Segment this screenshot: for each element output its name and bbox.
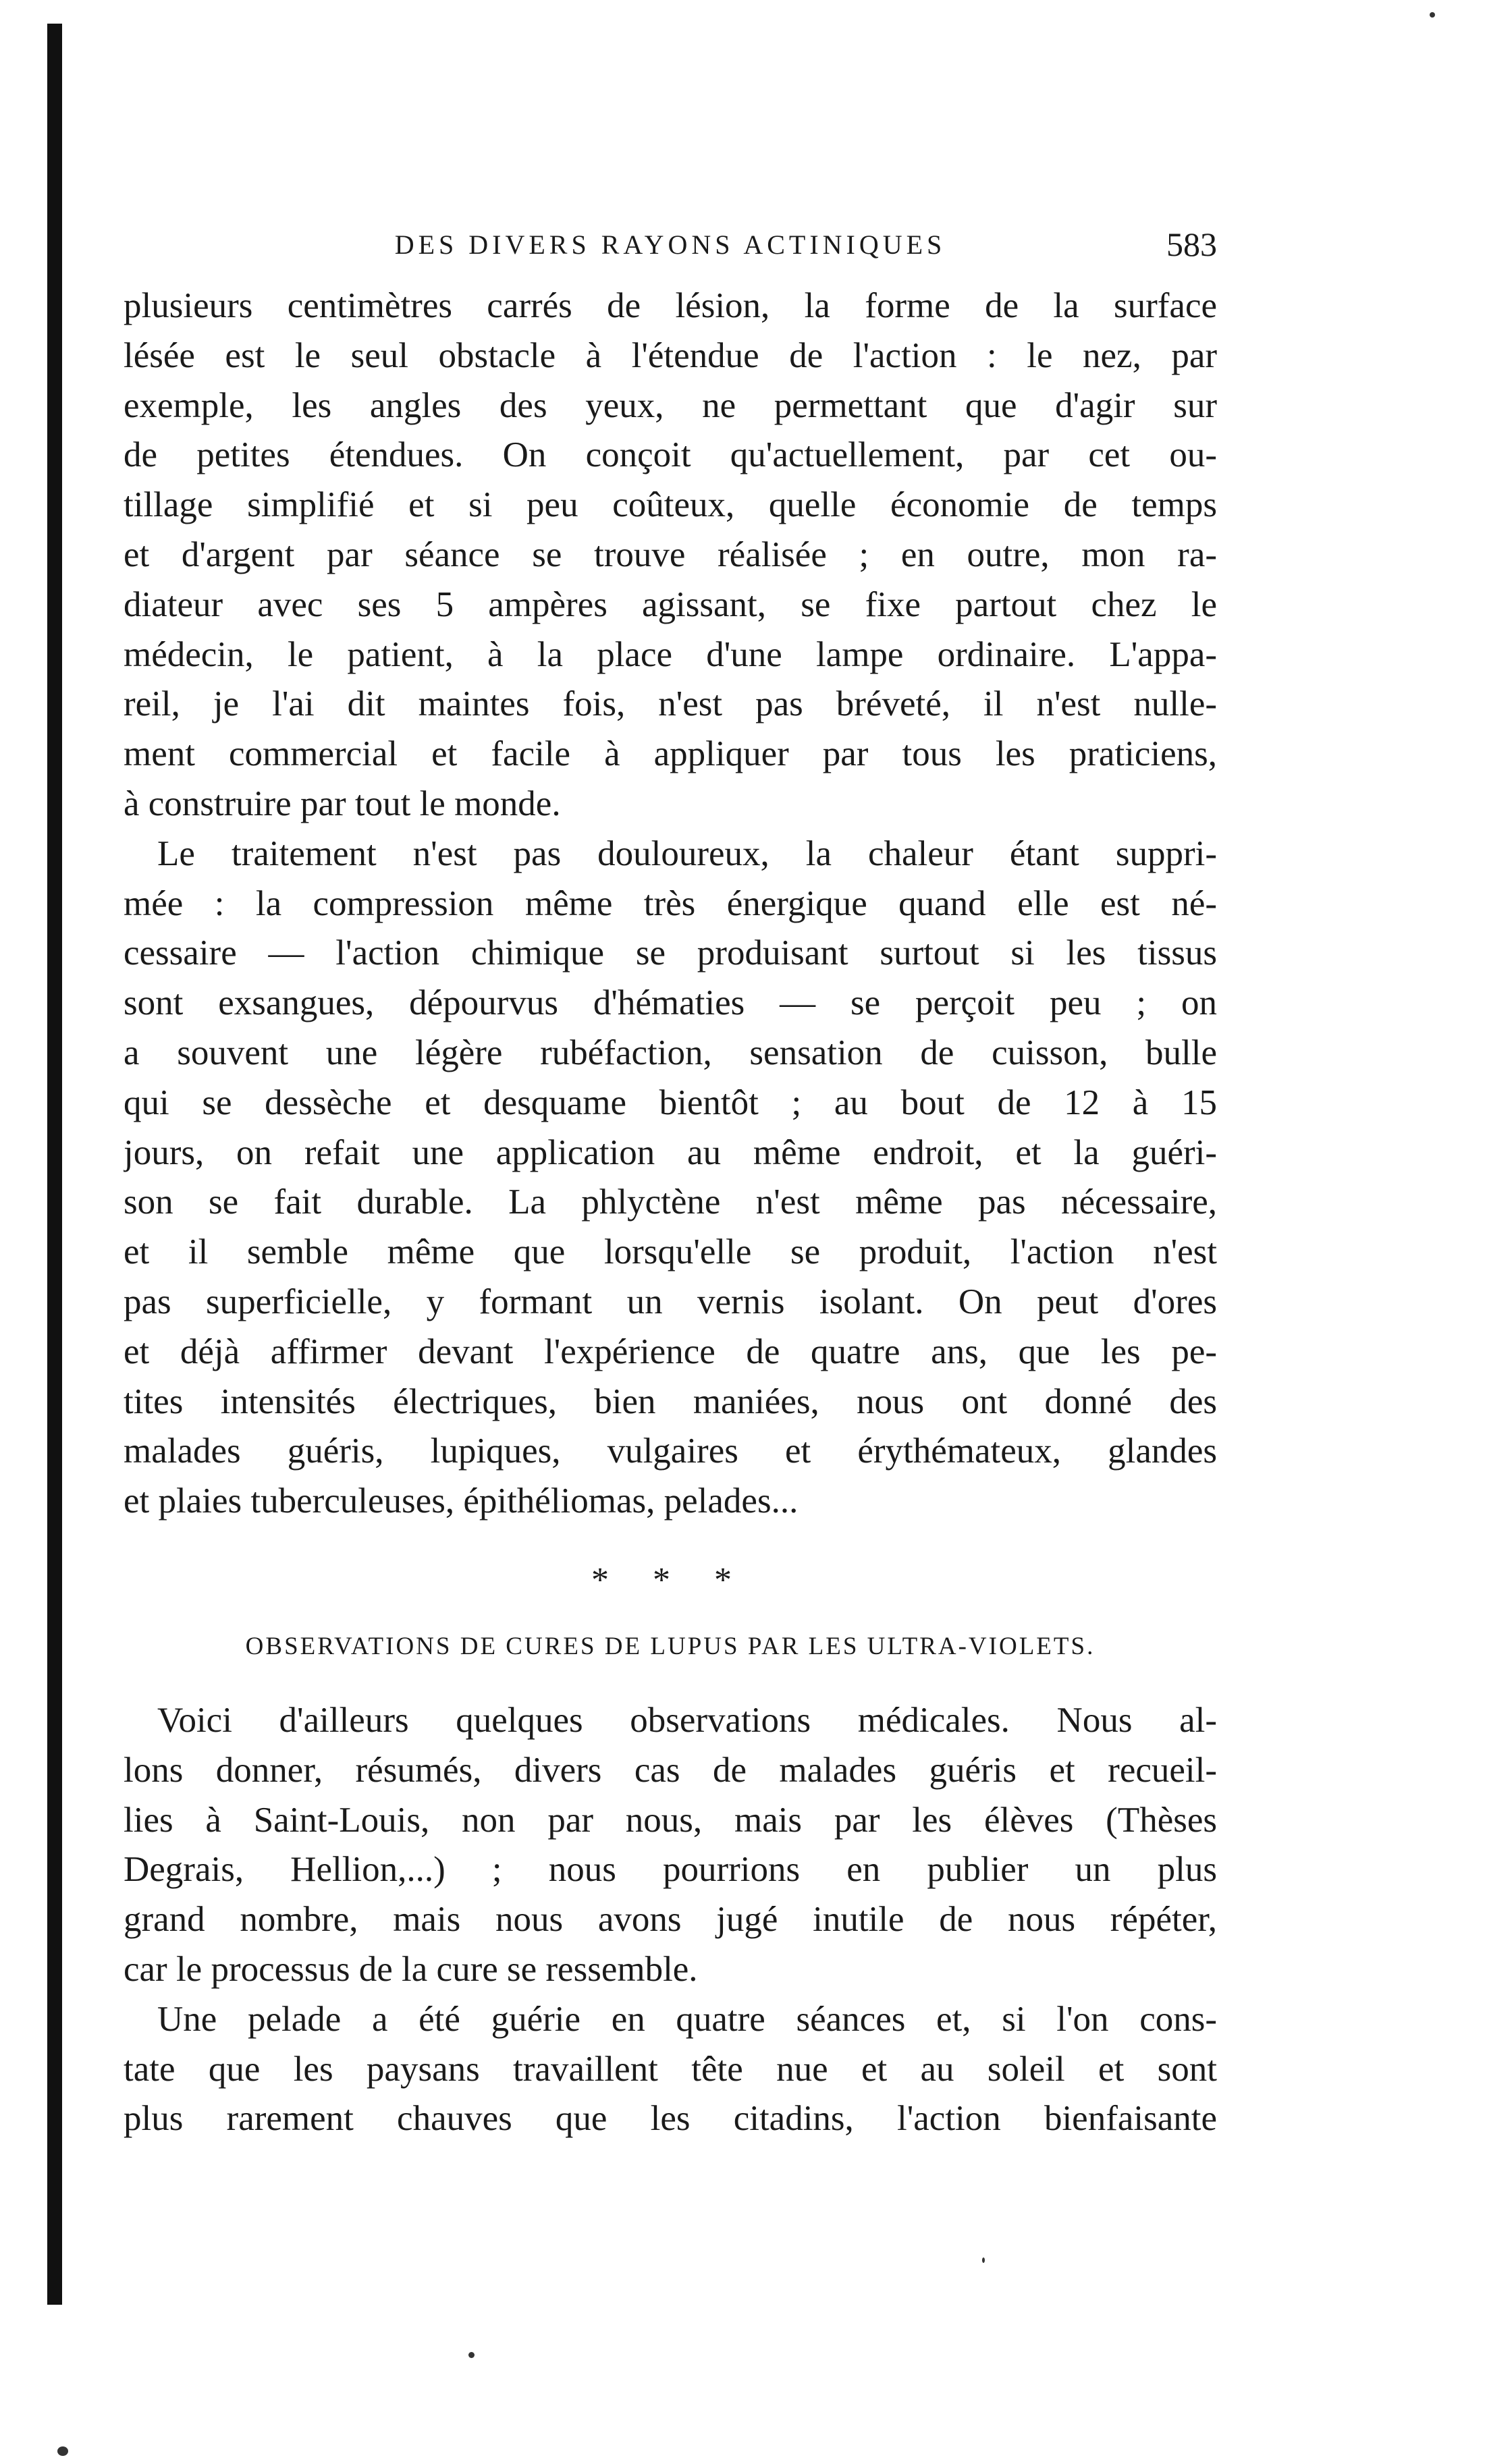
text-line: plusieurs centimètres carrés de lésion, la forme de la surface bbox=[124, 286, 1217, 325]
text-line: et d'argent par séance se trouve réalisée ; en outre, mon ra- bbox=[124, 535, 1217, 574]
text-line: a souvent une légère rubéfaction, sensation de cuisson, bulle bbox=[124, 1033, 1217, 1072]
paragraph-4 bbox=[124, 1995, 1217, 2144]
paragraph-1 bbox=[124, 281, 1217, 829]
section-heading: OBSERVATIONS DE CURES DE LUPUS PAR LES ULTRA-VIOLETS. bbox=[245, 1632, 1096, 1660]
speck bbox=[468, 2352, 475, 2358]
text-line: médecin, le patient, à la place d'une lampe ordinaire. L'appa- bbox=[124, 634, 1217, 674]
speck bbox=[1430, 12, 1435, 18]
text-line: cessaire — l'action chimique se produisant surtout si les tissus bbox=[124, 933, 1217, 973]
text-line: et il semble même que lorsqu'elle se produit, l'action n'est bbox=[124, 1232, 1217, 1272]
speck bbox=[982, 2257, 985, 2263]
paragraph-2 bbox=[124, 829, 1217, 1527]
running-title: DES DIVERS RAYONS ACTINIQUES bbox=[394, 229, 946, 260]
asterism: * * * bbox=[591, 1560, 749, 1599]
text-line: lésée est le seul obstacle à l'étendue de l'action : le nez, par bbox=[124, 335, 1217, 375]
text-line: à construire par tout le monde. bbox=[124, 784, 561, 823]
text-line: de petites étendues. On conçoit qu'actuellement, par cet ou- bbox=[124, 435, 1217, 475]
text-line: lies à Saint-Louis, non par nous, mais par les élèves (Thèses bbox=[124, 1800, 1217, 1840]
text-line: et plaies tuberculeuses, épithéliomas, pelades... bbox=[124, 1481, 799, 1521]
text-line: plus rarement chauves que les citadins, l'action bienfaisante bbox=[124, 2099, 1217, 2139]
text-line: qui se dessèche et desquame bientôt ; au bout de 12 à 15 bbox=[124, 1083, 1217, 1122]
book-page bbox=[124, 219, 1217, 2144]
running-head bbox=[124, 219, 1217, 273]
text-line: tites intensités électriques, bien maniées, nous ont donné des bbox=[124, 1381, 1217, 1421]
text-line: Voici d'ailleurs quelques observations médicales. Nous al- bbox=[157, 1700, 1217, 1740]
text-line: et déjà affirmer devant l'expérience de quatre ans, que les pe- bbox=[124, 1332, 1217, 1371]
page-number: 583 bbox=[1166, 225, 1217, 263]
text-line: Degrais, Hellion,...) ; nous pourrions en publier un plus bbox=[124, 1850, 1217, 1890]
text-line: sont exsangues, dépourvus d'hématies — se perçoit peu ; on bbox=[124, 983, 1217, 1023]
speck bbox=[57, 2446, 68, 2456]
text-line: grand nombre, mais nous avons jugé inutile de nous répéter, bbox=[124, 1900, 1217, 1940]
text-line: lons donner, résumés, divers cas de malades guéris et recueil- bbox=[124, 1750, 1217, 1790]
text-line: exemple, les angles des yeux, ne permettant que d'agir sur bbox=[124, 385, 1217, 425]
text-line: malades guéris, lupiques, vulgaires et érythémateux, glandes bbox=[124, 1431, 1217, 1471]
text-line: car le processus de la cure se ressemble. bbox=[124, 1949, 698, 1989]
text-line: tillage simplifié et si peu coûteux, quelle économie de temps bbox=[124, 485, 1217, 525]
text-line: reil, je l'ai dit maintes fois, n'est pas bréveté, il n'est nulle- bbox=[124, 684, 1217, 724]
text-line: pas superficielle, y formant un vernis isolant. On peut d'ores bbox=[124, 1282, 1217, 1321]
text-line: Le traitement n'est pas douloureux, la chaleur étant suppri- bbox=[157, 833, 1217, 873]
text-line: tate que les paysans travaillent tête nue et au soleil et sont bbox=[124, 2049, 1217, 2089]
text-line: son se fait durable. La phlyctène n'est même pas nécessaire, bbox=[124, 1182, 1217, 1222]
text-line: diateur avec ses 5 ampères agissant, se fixe partout chez le bbox=[124, 584, 1217, 624]
text-line: Une pelade a été guérie en quatre séances et, si l'on cons- bbox=[157, 1999, 1217, 2039]
text-line: ment commercial et facile à appliquer par tous les praticiens, bbox=[124, 734, 1217, 774]
binding-edge bbox=[47, 24, 62, 2305]
text-line: jours, on refait une application au même endroit, et la guéri- bbox=[124, 1132, 1217, 1172]
text-line: mée : la compression même très énergique quand elle est né- bbox=[124, 883, 1217, 923]
paragraph-3 bbox=[124, 1696, 1217, 1995]
